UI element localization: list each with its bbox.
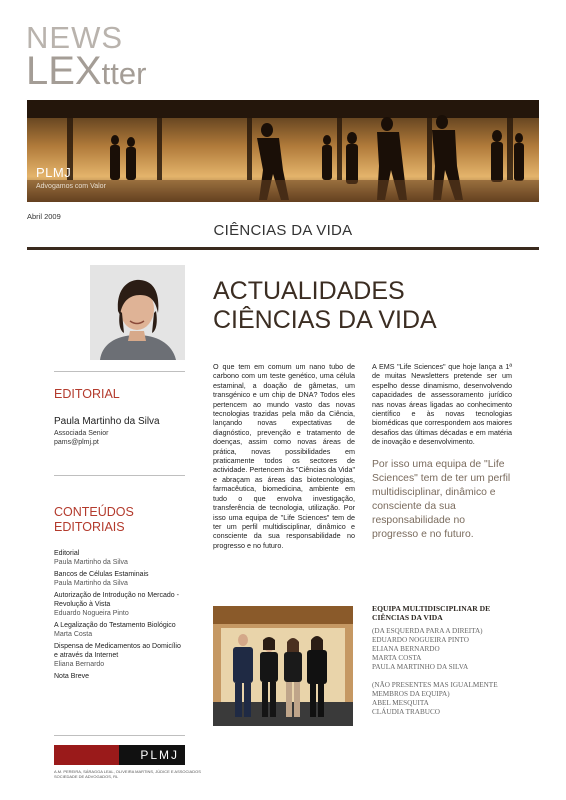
team-photo [213, 606, 353, 726]
author-portrait [90, 265, 185, 360]
team-caption-line: EDUARDO NOGUEIRA PINTO [372, 636, 469, 644]
contents-item-title-cont: Revolução à Vista [54, 601, 111, 608]
team-illustration [213, 606, 353, 726]
brand-tagline: Advogamos com Valor [36, 183, 106, 190]
contents-heading [54, 505, 134, 535]
contents-item-title: Bancos de Células Estaminais [54, 571, 149, 578]
article-body-col1: O que tem em comum um nano tubo de carbono com um teste genético, uma célula estaminal, a doação de gâmetas, um transgénico e um chip de DNA? Todos eles pertencem ao mundo vasto das novas tecnologias trazidas pela mão da Ciência, lançando novas expectativas de diagnóstico, prevenção e tratamento de doenças, assim como novas áreas de prática, novas possibilidades em praticamente todos os sectores de actividade. Pertencem às "Ciências da Vida" e abraçam as áreas das biotecnologias, farmacêutica, biomedicina, ambiente em tudo o que envolva investigação, transferência de tecnologia, utilização. Por isso uma equipa de "Life Sciences" tem de ter um perfil multidisciplinar, dinâmico e consciente da sua responsabilidade no progresso e no futuro. [213, 362, 355, 550]
masthead-news: NEWS [26, 20, 123, 55]
footer-logo-red-block [54, 745, 119, 765]
footer-logo-text: PLMJ [140, 748, 179, 762]
pull-quote: Por isso uma equipa de "Life Sciences" tem de ter um perfil multidisciplinar, dinâmico e consciente da sua responsabilidade no progresso e no futuro. [372, 459, 511, 540]
section-divider [27, 247, 539, 250]
team-caption-spacer [372, 672, 512, 681]
headline-line1: ACTUALIDADES [213, 277, 405, 305]
contents-item[interactable] [54, 621, 194, 639]
contents-item-author: Paula Martinho da Silva [54, 580, 128, 587]
masthead-lexter [26, 49, 147, 93]
masthead-lex: LEX [26, 49, 102, 93]
footer-small-line2: SOCIEDADE DE ADVOGADOS, RL [54, 774, 119, 779]
author-email[interactable]: pams@plmj.pt [54, 439, 99, 446]
contents-item[interactable] [54, 672, 194, 681]
author-name: Paula Martinho da Silva [54, 416, 160, 427]
headline-line2: CIÊNCIAS DA VIDA [213, 306, 437, 334]
contents-item-title: Dispensa de Medicamentos ao Domicílio [54, 643, 181, 650]
footer-small-line1: A.M. PEREIRA, SÁRAGGA LEAL, OLIVEIRA MARTINS, JÚDICE E ASSOCIADOS [54, 769, 201, 774]
contents-item-author: Eduardo Nogueira Pinto [54, 610, 129, 617]
contents-heading-line1: CONTEÚDOS [54, 505, 134, 519]
team-caption-line: MARTA COSTA [372, 654, 422, 662]
contents-item-title: Autorização de Introdução no Mercado - [54, 592, 179, 599]
left-divider-3 [54, 735, 185, 736]
contents-item-title: A Legalização do Testamento Biológico [54, 622, 176, 629]
contents-item[interactable] [54, 591, 194, 618]
contents-item-title: Nota Breve [54, 673, 90, 680]
author-role: Associada Senior [54, 430, 109, 437]
left-divider-2 [54, 475, 185, 476]
team-caption-line: PAULA MARTINHO DA SILVA [372, 663, 469, 671]
team-caption-title-line2: CIÊNCIAS DA VIDA [372, 613, 443, 622]
contents-list [54, 549, 194, 684]
article-headline [213, 277, 437, 335]
contents-item[interactable] [54, 642, 194, 669]
contents-item[interactable] [54, 570, 194, 588]
team-caption-list [372, 627, 512, 717]
contents-item-author: Paula Martinho da Silva [54, 559, 128, 566]
team-caption-line: MEMBROS DA EQUIPA) [372, 690, 450, 698]
contents-item[interactable] [54, 549, 194, 567]
team-caption-title [372, 604, 512, 622]
footer-logo [54, 745, 185, 765]
section-title: CIÊNCIAS DA VIDA [213, 222, 353, 239]
contents-item-title: Editorial [54, 550, 80, 557]
editorial-heading: EDITORIAL [54, 387, 120, 401]
brand-name: PLMJ [36, 165, 72, 180]
issue-date: Abril 2009 [27, 212, 61, 221]
team-caption-line: (NÃO PRESENTES MAS IGUALMENTE [372, 681, 498, 689]
contents-item-author: Eliana Bernardo [54, 661, 105, 668]
masthead-tter: tter [101, 56, 147, 91]
team-caption-line: ABEL MESQUITA [372, 699, 429, 707]
team-caption-line: CLÁUDIA TRABUCO [372, 708, 440, 716]
footer-small-print [54, 769, 214, 779]
contents-item-title-cont: e através da Internet [54, 652, 119, 659]
contents-item-author: Marta Costa [54, 631, 93, 638]
left-divider-1 [54, 371, 185, 372]
team-caption-title-line1: EQUIPA MULTIDISCIPLINAR DE [372, 604, 491, 613]
team-caption-line: (DA ESQUERDA PARA A DIREITA) [372, 627, 483, 635]
portrait-illustration [90, 265, 185, 360]
team-caption-line: ELIANA BERNARDO [372, 645, 440, 653]
contents-heading-line2: EDITORIAIS [54, 520, 125, 534]
article-body-col2: A EMS "Life Sciences" que hoje lança a 1ª de muitas Newsletters pretende ser um espelho desse dinamismo, desenvolvendo capacidades de assessoramento jurídico nas novas áreas ligadas ao conhecimento científico e às novas tecnologias biomédicas que correspondem aos maiores desafios das últimas décadas e em matéria de inovação e desenvolvimento. [372, 362, 512, 447]
